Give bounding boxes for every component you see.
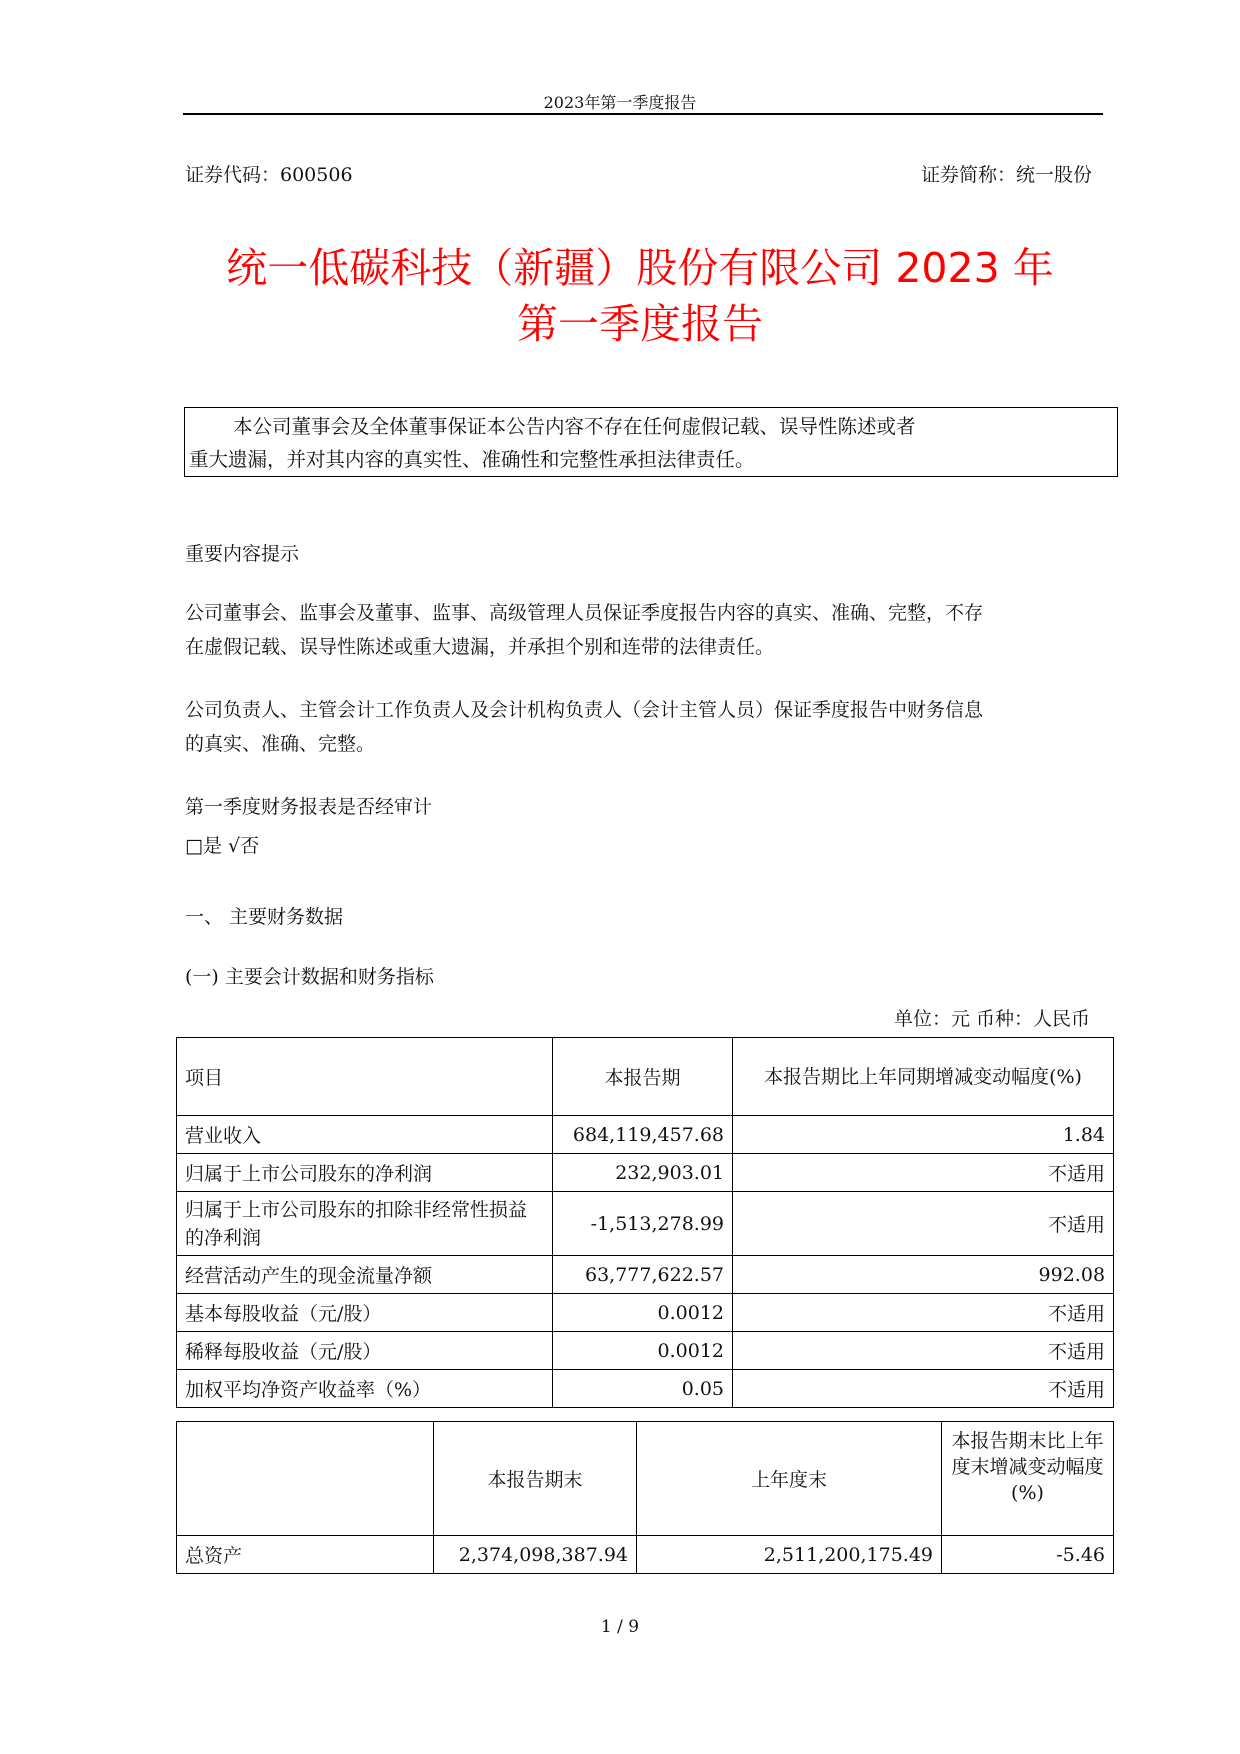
row-change: 不适用	[733, 1332, 1114, 1370]
row-current: 0.0012	[553, 1332, 733, 1370]
row-change: 不适用	[733, 1370, 1114, 1408]
board-guarantee-notice	[184, 407, 1118, 477]
tips-para1-line2: 在虚假记载、误导性陈述或重大遗漏，并承担个别和连带的法律责任。	[185, 636, 775, 658]
tips-para2-line1: 公司负责人、主管会计工作负责人及会计机构负责人（会计主管人员）保证季度报告中财务信息	[185, 699, 984, 721]
row-current: 0.05	[553, 1370, 733, 1408]
row-current: -1,513,278.99	[553, 1192, 733, 1256]
tips-para1-line1: 公司董事会、监事会及董事、监事、高级管理人员保证季度报告内容的真实、准确、完整，不存	[185, 602, 984, 624]
row-change: -5.46	[942, 1536, 1114, 1574]
subsection-heading: (一) 主要会计数据和财务指标	[185, 966, 434, 988]
table-header-row	[177, 1422, 1114, 1536]
unit-currency-note: 单位：元 币种：人民币	[893, 1008, 1090, 1030]
table-row	[177, 1154, 1114, 1192]
row-current: 684,119,457.68	[553, 1116, 733, 1154]
header2-change: 本报告期末比上年度末增减变动幅度(%)	[942, 1422, 1114, 1536]
row-item: 归属于上市公司股东的扣除非经常性损益的净利润	[177, 1192, 553, 1256]
running-header: 2023年第一季度报告	[543, 93, 697, 112]
notice-line1: 本公司董事会及全体董事保证本公告内容不存在任何虚假记载、误导性陈述或者	[233, 415, 916, 438]
row-change: 1.84	[733, 1116, 1114, 1154]
tips-paragraph-1	[185, 596, 1115, 664]
row-item: 营业收入	[177, 1116, 553, 1154]
row-item: 归属于上市公司股东的净利润	[177, 1154, 553, 1192]
row-item: 总资产	[177, 1536, 434, 1574]
report-title-line2: 第一季度报告	[517, 300, 763, 348]
row-change: 992.08	[733, 1256, 1114, 1294]
header-yoy-change: 本报告期比上年同期增减变动幅度(%)	[733, 1038, 1114, 1116]
row-current: 232,903.01	[553, 1154, 733, 1192]
page-number: 1 / 9	[600, 1617, 640, 1637]
security-code: 证券代码：600506	[185, 164, 353, 186]
row-item: 经营活动产生的现金流量净额	[177, 1256, 553, 1294]
report-title	[160, 240, 1120, 352]
header2-prior-year-end: 上年度末	[637, 1422, 942, 1536]
row-current: 63,777,622.57	[553, 1256, 733, 1294]
row-prior-year-end: 2,511,200,175.49	[637, 1536, 942, 1574]
section-heading: 一、 主要财务数据	[185, 906, 344, 928]
row-item: 加权平均净资产收益率（%）	[177, 1370, 553, 1408]
audit-options: □是 √否	[185, 835, 260, 857]
audit-question: 第一季度财务报表是否经审计	[185, 796, 433, 818]
balance-sheet-summary-table	[176, 1421, 1114, 1574]
table-row	[177, 1116, 1114, 1154]
row-item: 基本每股收益（元/股）	[177, 1294, 553, 1332]
table-row	[177, 1332, 1114, 1370]
header2-period-end: 本报告期末	[434, 1422, 637, 1536]
tips-paragraph-2	[185, 693, 1115, 761]
row-change: 不适用	[733, 1154, 1114, 1192]
row-change: 不适用	[733, 1294, 1114, 1332]
important-tips-heading: 重要内容提示	[185, 543, 300, 565]
table-row	[177, 1294, 1114, 1332]
table-row	[177, 1192, 1114, 1256]
row-period-end: 2,374,098,387.94	[434, 1536, 637, 1574]
table-row	[177, 1536, 1114, 1574]
key-financial-data-table	[176, 1037, 1114, 1408]
row-item: 稀释每股收益（元/股）	[177, 1332, 553, 1370]
notice-line2: 重大遗漏，并对其内容的真实性、准确性和完整性承担法律责任。	[189, 448, 755, 471]
table-row	[177, 1256, 1114, 1294]
tips-para2-line2: 的真实、准确、完整。	[185, 733, 376, 755]
report-title-line1: 统一低碳科技（新疆）股份有限公司 2023 年	[226, 244, 1054, 292]
header2-item	[177, 1422, 434, 1536]
header-divider	[183, 113, 1103, 115]
table-row	[177, 1370, 1114, 1408]
header-item: 项目	[177, 1038, 553, 1116]
security-abbreviation: 证券简称：统一股份	[920, 164, 1092, 186]
table-header-row	[177, 1038, 1114, 1116]
header-current-period: 本报告期	[553, 1038, 733, 1116]
row-current: 0.0012	[553, 1294, 733, 1332]
row-change: 不适用	[733, 1192, 1114, 1256]
